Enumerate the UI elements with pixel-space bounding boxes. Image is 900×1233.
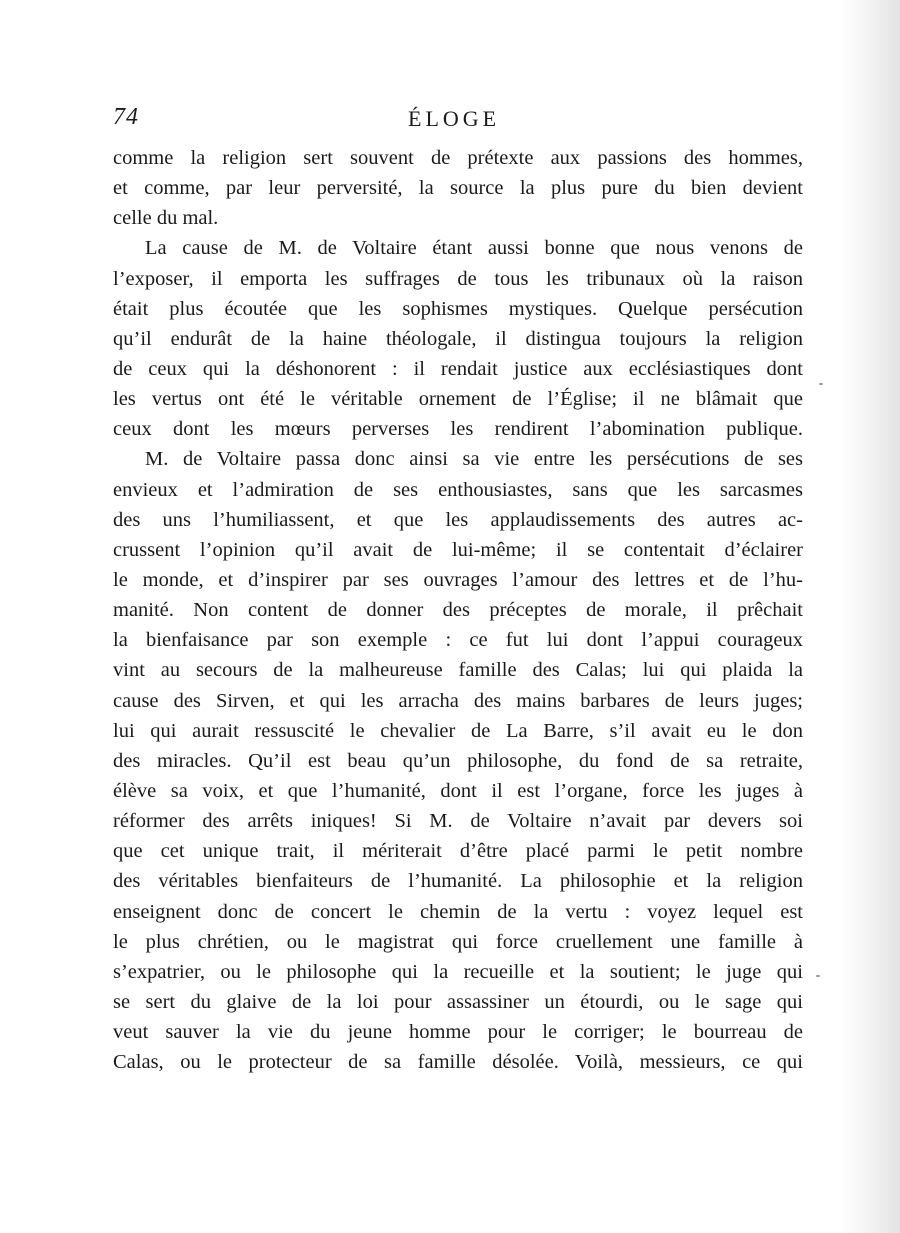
text-line: l’exposer, il emporta les suffrages de tous les tribunaux où la raison	[113, 267, 803, 290]
text-line: lui qui aurait ressuscité le chevalier de La Barre, s’il avait eu le don	[113, 719, 803, 742]
text-line: enseignent donc de concert le chemin de la vertu : voyez lequel est	[113, 900, 803, 923]
text-line: de ceux qui la déshonorent : il rendait justice aux ecclésiastiques dont	[113, 357, 803, 380]
text-line: manité. Non content de donner des préceptes de morale, il prêchait	[113, 599, 803, 622]
text-line: des miracles. Qu’il est beau qu’un philosophe, du fond de sa retraite,	[113, 749, 803, 772]
text-line: comme la religion sert souvent de prétexte aux passions des hommes,	[113, 147, 803, 169]
text-line: la bienfaisance par son exemple : ce fut lui dont l’appui courageux	[113, 629, 803, 652]
text-line: des uns l’humiliassent, et que les applaudissements des autres ac-	[113, 508, 803, 531]
page-header	[113, 104, 803, 138]
text-line: se sert du glaive de la loi pour assassiner un étourdi, ou le sage qui	[113, 990, 803, 1013]
page-number: 74	[113, 104, 139, 130]
text-line: s’expatrier, ou le philosophe qui la recueille et la soutient; le juge qui	[113, 960, 803, 983]
text-line: crussent l’opinion qu’il avait de lui-même; il se contentait d’éclairer	[113, 538, 803, 561]
text-line: le plus chrétien, ou le magistrat qui force cruellement une famille à	[113, 930, 803, 953]
body-text	[113, 143, 803, 1077]
text-line: des véritables bienfaiteurs de l’humanité. La philosophie et la religion	[113, 870, 803, 893]
text-line: M. de Voltaire passa donc ainsi sa vie entre les persécutions de ses	[145, 448, 803, 471]
text-line: veut sauver la vie du jeune homme pour le corriger; le bourreau de	[113, 1021, 803, 1044]
text-line: Calas, ou le protecteur de sa famille désolée. Voilà, messieurs, ce qui	[113, 1051, 803, 1074]
text-line: élève sa voix, et que l’humanité, dont il est l’organe, force les juges à	[113, 779, 803, 802]
running-title: ÉLOGE	[408, 106, 501, 131]
text-line: vint au secours de la malheureuse famille des Calas; lui qui plaida la	[113, 659, 803, 682]
text-line: qu’il endurât de la haine théologale, il distingua toujours la religion	[113, 327, 803, 350]
text-line: envieux et l’admiration de ses enthousiastes, sans que les sarcasmes	[113, 478, 803, 501]
text-line: que cet unique trait, il mériterait d’être placé parmi le petit nombre	[113, 840, 803, 863]
page-speck	[819, 383, 823, 385]
text-line: cause des Sirven, et qui les arracha des mains barbares de leurs juges;	[113, 689, 803, 712]
text-line: ceux dont les mœurs perverses les rendirent l’abomination publique.	[113, 418, 803, 441]
text-line: et comme, par leur perversité, la source la plus pure du bien devient	[113, 177, 803, 200]
text-line: La cause de M. de Voltaire étant aussi bonne que nous venons de	[145, 237, 803, 260]
text-line: réformer des arrêts iniques! Si M. de Voltaire n’avait par devers soi	[113, 810, 803, 833]
text-line: était plus écoutée que les sophismes mystiques. Quelque persécution	[113, 297, 803, 320]
text-line: le monde, et d’inspirer par ses ouvrages l’amour des lettres et de l’hu-	[113, 568, 803, 591]
page-speck	[816, 975, 820, 977]
text-line: celle du mal.	[113, 207, 219, 230]
text-line: les vertus ont été le véritable ornement de l’Église; il ne blâmait que	[113, 388, 803, 411]
